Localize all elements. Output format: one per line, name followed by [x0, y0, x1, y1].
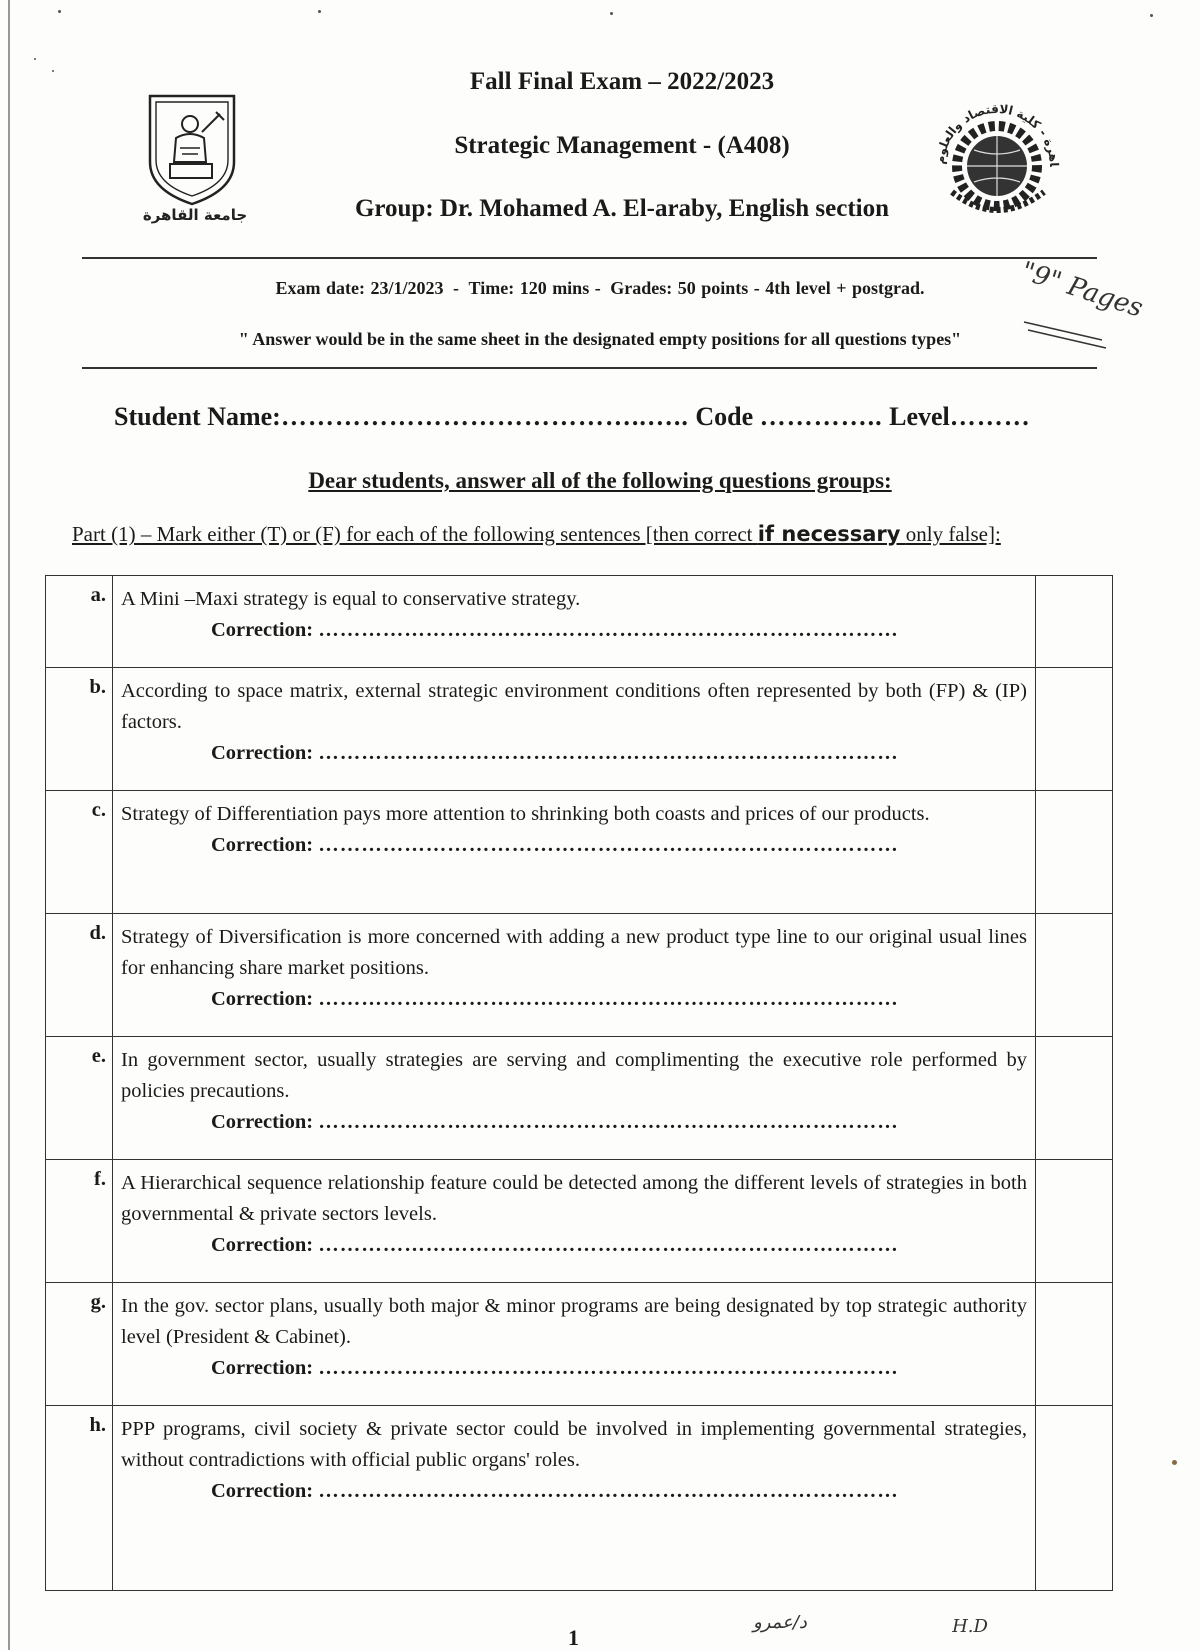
scan-speck — [318, 10, 321, 13]
student-name-label: Student Name: — [114, 402, 281, 431]
level-field[interactable]: ……… — [949, 402, 1031, 431]
tf-answer-cell[interactable] — [1036, 1037, 1113, 1160]
question-text: In government sector, usually strategies are serving and complimenting the executive role performed by policies precautions. — [121, 1049, 1027, 1102]
signature-1-text: د/عمرو — [753, 1612, 807, 1633]
tf-answer-cell[interactable] — [1036, 1160, 1113, 1283]
correction-label: Correction: — [211, 619, 314, 641]
scan-speck — [1172, 1460, 1177, 1465]
question-letter: d. — [46, 914, 113, 1037]
instructions: Dear students, answer all of the following questions groups: — [308, 468, 892, 493]
correction-label: Correction: — [211, 1480, 314, 1502]
correction-label: Correction: — [211, 1234, 314, 1256]
correction-dots[interactable]: ……………………………………………………………………… — [318, 1111, 899, 1133]
question-row — [46, 1283, 1113, 1406]
student-name-field[interactable]: …………………………………..….. — [280, 402, 689, 431]
scan-speck — [58, 10, 61, 13]
question-cell — [113, 668, 1036, 791]
handwritten-page-count — [1010, 256, 1147, 348]
exam-title: Fall Final Exam – 2022/2023 — [469, 68, 775, 95]
question-row — [46, 791, 1113, 914]
scan-speck — [1150, 14, 1153, 17]
level-label: Level — [889, 402, 950, 431]
signature-1 — [720, 1608, 840, 1638]
tf-answer-cell[interactable] — [1036, 1406, 1113, 1591]
part-1-text-after: only false]: — [905, 522, 1001, 546]
exam-date: Exam date: 23/1/2023 — [275, 278, 444, 298]
question-text: A Hierarchical sequence relationship feature could be detected among the different levels of strategies in both governmental & private sectors levels. — [121, 1172, 1027, 1225]
correction-line[interactable] — [121, 738, 1027, 769]
question-letter: g. — [46, 1283, 113, 1406]
question-text: According to space matrix, external strategic environment conditions often represented by both (FP) & (IP) factors. — [121, 680, 1027, 733]
correction-dots[interactable]: ……………………………………………………………………… — [318, 834, 899, 856]
header-divider — [82, 257, 1097, 259]
correction-dots[interactable]: ……………………………………………………………………… — [318, 1357, 899, 1379]
exam-info-separator: - — [453, 278, 460, 298]
correction-label: Correction: — [211, 1357, 314, 1379]
correction-dots[interactable]: ……………………………………………………………………… — [318, 619, 899, 641]
exam-grades: Grades: 50 points - 4th level + postgrad. — [610, 278, 925, 298]
tf-answer-cell[interactable] — [1036, 1283, 1113, 1406]
correction-line[interactable] — [121, 984, 1027, 1015]
question-text: Strategy of Diversification is more concerned with adding a new product type line to our original usual lines for enhancing share market positions. — [121, 926, 1027, 979]
correction-label: Correction: — [211, 834, 314, 856]
signature-2-text: H.D — [952, 1616, 988, 1637]
left-logo-caption: جامعة القاهرة — [142, 206, 248, 224]
tf-answer-cell[interactable] — [1036, 914, 1113, 1037]
tf-answer-cell[interactable] — [1036, 668, 1113, 791]
correction-label: Correction: — [211, 1111, 314, 1133]
answer-note: " Answer would be in the same sheet in the designated empty positions for all questions types" — [238, 329, 962, 349]
correction-line[interactable] — [121, 1107, 1027, 1138]
part-1-text-before: Part (1) – Mark either (T) or (F) for each of the following sentences [then correct — [72, 522, 753, 546]
question-cell — [113, 791, 1036, 914]
part-1-heading — [72, 522, 1001, 547]
correction-label: Correction: — [211, 988, 314, 1010]
right-logo-caption: اهرة - كلية الاقتصاد والعلوم — [932, 101, 1062, 168]
page-number: 1 — [568, 1625, 579, 1650]
question-cell — [113, 1283, 1036, 1406]
question-row — [46, 1406, 1113, 1591]
question-cell — [113, 1406, 1036, 1591]
student-line — [114, 402, 1031, 432]
correction-line[interactable] — [121, 1476, 1027, 1507]
question-letter: c. — [46, 791, 113, 914]
scan-speck — [52, 70, 54, 72]
correction-line[interactable] — [121, 830, 1027, 861]
question-letter: f. — [46, 1160, 113, 1283]
scan-speck — [610, 12, 613, 15]
question-row — [46, 1160, 1113, 1283]
correction-dots[interactable]: ……………………………………………………………………… — [318, 1480, 899, 1502]
question-letter: e. — [46, 1037, 113, 1160]
question-cell — [113, 576, 1036, 668]
correction-line[interactable] — [121, 615, 1027, 646]
exam-time: Time: 120 mins - — [468, 278, 601, 298]
question-letter: h. — [46, 1406, 113, 1591]
question-letter: a. — [46, 576, 113, 668]
tf-answer-cell[interactable] — [1036, 576, 1113, 668]
part-1-emphasis: if necessary — [757, 522, 901, 546]
scan-speck — [34, 58, 36, 60]
question-text: In the gov. sector plans, usually both major & minor programs are being designated by top strategic authority level (President & Cabinet). — [121, 1295, 1027, 1348]
question-cell — [113, 1160, 1036, 1283]
code-label: Code — [695, 402, 754, 431]
question-cell — [113, 1037, 1036, 1160]
question-row — [46, 668, 1113, 791]
question-row — [46, 1037, 1113, 1160]
correction-label: Correction: — [211, 742, 314, 764]
question-text: Strategy of Differentiation pays more attention to shrinking both coasts and prices of our products. — [121, 803, 930, 825]
scan-edge — [8, 0, 10, 1650]
question-letter: b. — [46, 668, 113, 791]
cairo-university-logo — [140, 92, 250, 227]
handwritten-pages-text: "9" Pages — [1017, 256, 1147, 324]
correction-line[interactable] — [121, 1230, 1027, 1261]
question-text: A Mini –Maxi strategy is equal to conservative strategy. — [121, 588, 581, 610]
info-divider — [82, 367, 1097, 369]
tf-answer-cell[interactable] — [1036, 791, 1113, 914]
true-false-table — [45, 575, 1113, 1591]
group-line: Group: Dr. Mohamed A. El-araby, English section — [354, 195, 890, 222]
code-field[interactable]: ………….. — [759, 402, 883, 431]
correction-dots[interactable]: ……………………………………………………………………… — [318, 1234, 899, 1256]
course-name: Strategic Management - (A408) — [454, 132, 790, 159]
question-row — [46, 576, 1113, 668]
question-cell — [113, 914, 1036, 1037]
correction-dots[interactable]: ……………………………………………………………………… — [318, 988, 899, 1010]
correction-line[interactable] — [121, 1353, 1027, 1384]
correction-dots[interactable]: ……………………………………………………………………… — [318, 742, 899, 764]
signature-2 — [940, 1612, 1000, 1640]
question-text: PPP programs, civil society & private sector could be involved in implementing governmental strategies, without contradictions with official public organs' roles. — [121, 1418, 1027, 1471]
question-row — [46, 914, 1113, 1037]
